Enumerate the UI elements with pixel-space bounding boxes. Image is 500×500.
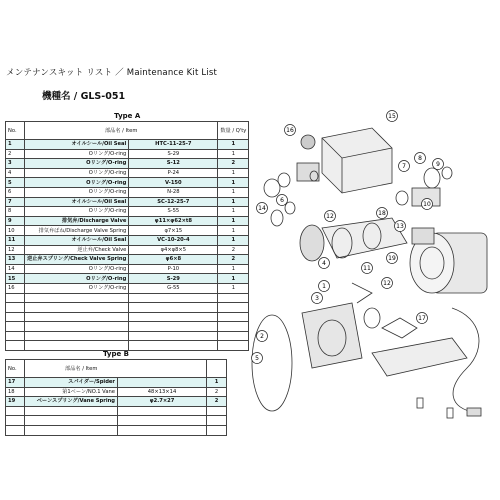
blank-row xyxy=(6,425,227,435)
callout-number: 12 xyxy=(383,280,391,287)
row-qty: 1 xyxy=(218,178,249,188)
table-row xyxy=(6,235,249,245)
row-qty: 1 xyxy=(218,197,249,207)
type-a-table xyxy=(5,111,249,351)
row-spec: φ7×15 xyxy=(129,226,218,236)
row-item: 第1ベーン/NO.1 Vane xyxy=(25,387,118,397)
table-row xyxy=(6,387,227,397)
row-spec: V-150 xyxy=(129,178,218,188)
row-qty: 2 xyxy=(218,245,249,255)
table-row xyxy=(6,274,249,284)
callout-number: 9 xyxy=(436,161,440,168)
col-qty-header-b xyxy=(207,360,227,378)
table-row xyxy=(6,197,249,207)
row-qty: 2 xyxy=(207,397,227,407)
row-no: 5 xyxy=(6,178,25,188)
table-row xyxy=(6,283,249,293)
row-qty: 1 xyxy=(218,283,249,293)
row-no: 16 xyxy=(6,283,25,293)
row-qty: 1 xyxy=(218,235,249,245)
row-no: 12 xyxy=(6,245,25,255)
callout-number: 16 xyxy=(286,127,294,134)
row-item: Oリング/O-ring xyxy=(25,159,129,169)
row-item: 逆止弁スプリング/Check Valve Spring xyxy=(25,255,129,265)
callout-number: 3 xyxy=(315,295,319,302)
blank-row xyxy=(6,312,249,322)
row-spec: 48×13×14 xyxy=(118,387,207,397)
row-no: 9 xyxy=(6,216,25,226)
callout-number: 5 xyxy=(255,355,259,362)
row-spec xyxy=(118,378,207,388)
row-item: Oリング/O-ring xyxy=(25,168,129,178)
col-item-header: 部品名 / Item xyxy=(25,122,218,140)
col-item-header-b: 部品名 / Item xyxy=(25,360,207,378)
table-row xyxy=(6,149,249,159)
row-item: 排気弁/Discharge Valve xyxy=(25,216,129,226)
table-row xyxy=(6,264,249,274)
row-no: 7 xyxy=(6,197,25,207)
callout-number: 6 xyxy=(280,197,284,204)
type-b-table xyxy=(5,349,227,436)
row-no: 3 xyxy=(6,159,25,169)
row-item: Oリング/O-ring xyxy=(25,149,129,159)
row-no: 4 xyxy=(6,168,25,178)
row-qty: 1 xyxy=(218,140,249,150)
type-b-label: Type B xyxy=(6,349,227,360)
callout-number: 1 xyxy=(322,283,326,290)
row-spec: G-55 xyxy=(129,283,218,293)
callout-number: 8 xyxy=(418,155,422,162)
table-row xyxy=(6,207,249,217)
table-row xyxy=(6,397,227,407)
callout-number: 18 xyxy=(378,210,386,217)
blank-row xyxy=(6,406,227,416)
row-no: 17 xyxy=(6,378,25,388)
table-row xyxy=(6,378,227,388)
row-spec: VC-10-20-4 xyxy=(129,235,218,245)
row-item: Oリング/O-ring xyxy=(25,187,129,197)
callout-number: 14 xyxy=(258,205,266,212)
row-no: 6 xyxy=(6,187,25,197)
row-item: Oリング/O-ring xyxy=(25,207,129,217)
table-row xyxy=(6,178,249,188)
callout-number: 10 xyxy=(423,201,431,208)
row-no: 8 xyxy=(6,207,25,217)
row-item: ベーンスプリング/Vane Spring xyxy=(25,397,118,407)
callout-number: 17 xyxy=(418,315,426,322)
row-spec: S-55 xyxy=(129,207,218,217)
table-row xyxy=(6,245,249,255)
blank-row xyxy=(6,303,249,313)
table-row xyxy=(6,187,249,197)
blank-row xyxy=(6,322,249,332)
row-spec: P-10 xyxy=(129,264,218,274)
table-row xyxy=(6,255,249,265)
type-a-label: Type A xyxy=(6,111,249,122)
row-no: 11 xyxy=(6,235,25,245)
row-qty: 1 xyxy=(218,226,249,236)
row-spec: P-24 xyxy=(129,168,218,178)
row-no: 14 xyxy=(6,264,25,274)
blank-row xyxy=(6,293,249,303)
row-no: 10 xyxy=(6,226,25,236)
callout-number: 4 xyxy=(322,260,326,267)
row-qty: 1 xyxy=(218,264,249,274)
row-no: 1 xyxy=(6,140,25,150)
row-item: オイルシール/Oil Seal xyxy=(25,197,129,207)
table-row xyxy=(6,216,249,226)
blank-row xyxy=(6,416,227,426)
row-spec: φ11×φ62×t8 xyxy=(129,216,218,226)
row-qty: 1 xyxy=(218,207,249,217)
row-spec: φ2.7×27 xyxy=(118,397,207,407)
row-qty: 2 xyxy=(207,387,227,397)
row-spec: SC-12-25-7 xyxy=(129,197,218,207)
row-item: オイルシール/Oil Seal xyxy=(25,235,129,245)
row-no: 15 xyxy=(6,274,25,284)
row-item: Oリング/O-ring xyxy=(25,264,129,274)
row-no: 13 xyxy=(6,255,25,265)
col-qty-header: 数量 / Q'ty xyxy=(218,122,249,140)
page-title: メンテナンスキット リスト ／ Maintenance Kit List xyxy=(6,68,218,78)
callout-number: 2 xyxy=(260,333,264,340)
row-qty: 1 xyxy=(218,149,249,159)
row-item: Oリング/O-ring xyxy=(25,274,129,284)
callout-number: 15 xyxy=(388,113,396,120)
col-no-header: No. xyxy=(6,122,25,140)
callout-number: 19 xyxy=(388,255,396,262)
row-no: 19 xyxy=(6,397,25,407)
row-qty: 1 xyxy=(218,187,249,197)
row-no: 2 xyxy=(6,149,25,159)
row-item: 排気弁ばね/Discharge Valve Spring xyxy=(25,226,129,236)
row-qty: 2 xyxy=(218,255,249,265)
table-row xyxy=(6,159,249,169)
row-qty: 1 xyxy=(218,168,249,178)
exploded-parts-diagram xyxy=(242,108,492,468)
row-item: スパイダー/Spider xyxy=(25,378,118,388)
callout-number: 7 xyxy=(402,163,406,170)
row-no: 18 xyxy=(6,387,25,397)
table-row xyxy=(6,140,249,150)
callout-number: 11 xyxy=(363,265,371,272)
col-no-header-b: No. xyxy=(6,360,25,378)
row-spec: S-12 xyxy=(129,159,218,169)
model-name: 機種名 / GLS-051 xyxy=(42,91,126,102)
row-spec: N-28 xyxy=(129,187,218,197)
row-item: Oリング/O-ring xyxy=(25,283,129,293)
callout-number: 12 xyxy=(326,213,334,220)
row-item: 逆止弁/Check Valve xyxy=(25,245,129,255)
table-row xyxy=(6,168,249,178)
row-spec: S-29 xyxy=(129,274,218,284)
row-item: オイルシール/Oil Seal xyxy=(25,140,129,150)
row-item: Oリング/O-ring xyxy=(25,178,129,188)
table-row xyxy=(6,226,249,236)
row-qty: 1 xyxy=(218,274,249,284)
callout-number: 13 xyxy=(396,223,404,230)
row-spec: φ4×φ8×5 xyxy=(129,245,218,255)
row-qty: 2 xyxy=(218,159,249,169)
blank-row xyxy=(6,331,249,341)
row-spec: S-29 xyxy=(129,149,218,159)
row-spec: HTC-11-25-7 xyxy=(129,140,218,150)
row-spec: φ6×8 xyxy=(129,255,218,265)
row-qty: 1 xyxy=(218,216,249,226)
row-qty: 1 xyxy=(207,378,227,388)
